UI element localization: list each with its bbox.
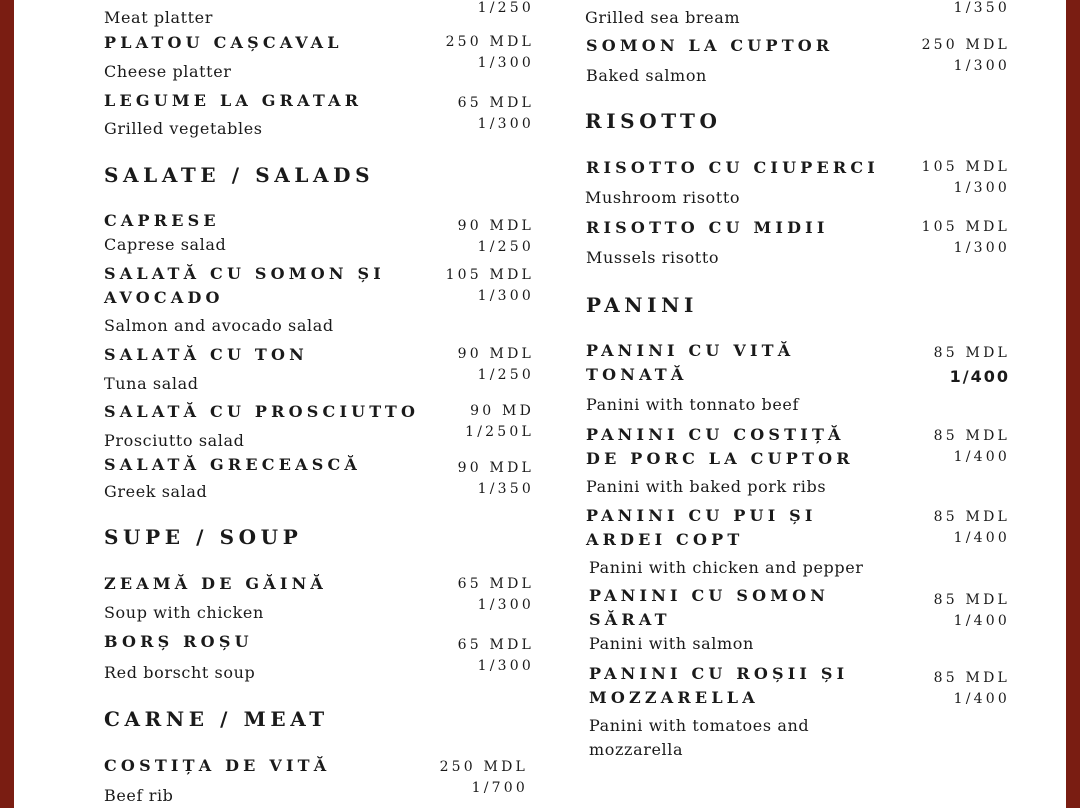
item-description: Panini with tonnato beef [586,395,800,414]
item-name: SALATĂ CU TON [104,345,308,364]
item-name: PLATOU CAȘCAVAL [104,33,343,52]
item-price: 90 MDL 1/250 [457,346,534,383]
item-price: 105 MDL 1/300 [921,219,1010,256]
item-name: PANINI CU VITĂ TONATĂ [586,341,795,384]
item-description: Cheese platter [104,62,232,81]
item-description: Red borscht soup [104,663,256,682]
item-price: 105 MDL 1/300 [921,159,1010,196]
item-description: Caprese salad [104,235,227,254]
item-description: Grilled vegetables [104,119,263,138]
item-description: Mushroom risotto [585,188,741,207]
item-price: 105 MDL 1/300 [445,267,534,304]
item-description: Tuna salad [104,374,199,393]
item-price: 250 MDL 1/300 [445,34,534,71]
item-price: 65 MDL 1/300 [457,95,534,132]
item-name: SOMON LA CUPTOR [586,36,834,55]
item-name: RISOTTO CU CIUPERCI [586,158,879,177]
item-price: 90 MDL 1/250 [457,218,534,255]
item-price: 90 MD 1/250L [465,403,534,440]
item-description: Panini with tomatoes and mozzarella [589,716,810,759]
item-name: CAPRESE [104,211,220,230]
section-title-risotto: RISOTTO [585,109,722,133]
item-description: Panini with salmon [589,634,754,653]
item-description: Panini with chicken and pepper [589,558,864,577]
item-price: 90 MDL 1/350 [457,460,534,497]
item-name: COSTIȚA DE VITĂ [104,756,331,775]
item-name: ZEAMĂ DE GĂINĂ [104,574,328,593]
section-title-soup: SUPE / SOUP [104,525,303,549]
item-name: PANINI CU ROȘII ȘI MOZZARELLA [589,664,849,707]
item-price: 85 MDL 1/400 [933,670,1010,707]
item-description: Salmon and avocado salad [104,316,334,335]
item-price: 250 MDL 1/300 [921,37,1010,74]
item-name: BORȘ ROȘU [104,632,253,651]
item-name: PANINI CU COSTIȚĂ DE PORC LA CUPTOR [586,425,854,468]
item-name: SALATĂ CU SOMON ȘI AVOCADO [104,264,385,307]
section-title-panini: PANINI [586,293,698,317]
item-description: Greek salad [104,482,208,501]
item-price: 1/400 [949,367,1010,386]
item-price: 1/350 [953,0,1010,16]
item-description: Prosciutto salad [104,431,245,450]
item-price: 65 MDL 1/300 [457,576,534,613]
item-price: 85 MDL 1/400 [933,509,1010,546]
item-description: Grilled sea bream [585,8,741,27]
section-title-salads: SALATE / SALADS [104,163,375,187]
item-description: Baked salmon [586,66,707,85]
item-name: SALATĂ GRECEASCĂ [104,455,362,474]
item-price: 1/250 [477,0,534,16]
item-description: Meat platter [104,8,213,27]
menu-page [14,0,1066,808]
item-name: PANINI CU SOMON SĂRAT [589,586,830,629]
item-price: 65 MDL 1/300 [457,637,534,674]
item-name: RISOTTO CU MIDII [586,218,829,237]
item-description: Mussels risotto [586,248,720,267]
item-description: Soup with chicken [104,603,264,622]
section-title-meat: CARNE / MEAT [104,707,329,731]
item-name: SALATĂ CU PROSCIUTTO [104,402,420,421]
item-price: 85 MDL 1/400 [933,428,1010,465]
item-description: Beef rib [104,786,174,805]
item-name: LEGUME LA GRATAR [104,91,363,110]
item-name: PANINI CU PUI ȘI ARDEI COPT [586,506,817,549]
item-price: 85 MDL [933,345,1010,361]
item-price: 250 MDL 1/700 [439,759,528,796]
item-description: Panini with baked pork ribs [586,477,827,496]
item-price: 85 MDL 1/400 [933,592,1010,629]
